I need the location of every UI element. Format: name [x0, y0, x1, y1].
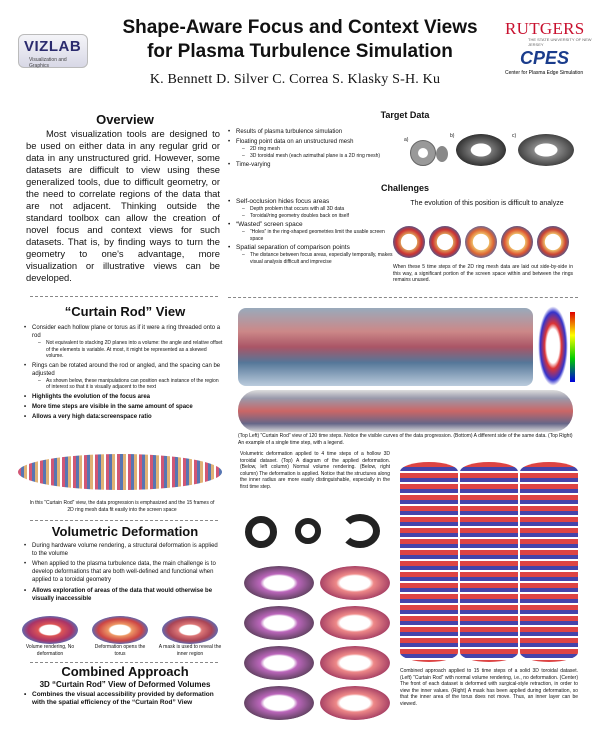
list-item-text: “Wasted” screen space — [236, 221, 303, 228]
target-data-list — [228, 128, 403, 171]
volumetric-deformation-list — [24, 542, 224, 605]
poster-title — [105, 16, 495, 64]
title-line-1: Shape-Aware Focus and Context Views — [122, 17, 478, 38]
challenges-list — [228, 198, 393, 267]
combined-approach-subheading: 3D “Curtain Rod” View of Deformed Volumes — [39, 680, 211, 689]
cpes-logo: CPES — [520, 48, 570, 68]
sub-list-item: – Depth problem that occurs with all 3D data — [242, 206, 393, 213]
list-item — [24, 362, 224, 391]
sub-list-item: – “Holes” in the ring-shaped geometries limit the usable screen space — [242, 229, 393, 242]
list-item — [228, 221, 393, 242]
torus-cutaway-image — [518, 134, 574, 166]
ring-mesh-slice-image — [436, 146, 448, 162]
curtain-rod-figure-caption: In this “Curtain Rod” view, the data progression is emphasized and the 15 frames of 2D ring mesh data fit easily into the screen space — [29, 500, 215, 513]
challenges-heading: Challenges — [380, 183, 429, 193]
rutgers-subtext: THE STATE UNIVERSITY OF NEW JERSEY — [528, 37, 592, 47]
figure-label-c: c) — [512, 133, 517, 139]
overview-text: Most visualization tools are designed to be used on either data in any regular grid or data in any unstructured grid. However, some datasets are difficult to view using these generalized tools, due to difficult geometry, or the need to correlate regions of the data that are not adjacent. Thinking outside the standard toolbox can allow the creation of novel focus and context views for such datasets. That is, by finding ways to turn the geometry to one's advantage, more visualization or illustrative views can be developed. — [26, 128, 220, 283]
sub-list-item: – Toroidal/ring geometry doubles back on itself — [242, 213, 393, 220]
divider — [30, 662, 218, 663]
volume-caption-3: A mask is used to reveal the inner region — [158, 644, 222, 657]
list-item — [228, 198, 393, 219]
list-item-text: Rings can be rotated around the rod or angled, and the spacing can be adjusted — [32, 362, 221, 377]
cpes-subtext: Center for Plasma Edge Simulation — [505, 70, 584, 76]
deformation-diagram-image — [245, 510, 385, 550]
curtain-rod-heading: “Curtain Rod” View — [64, 304, 186, 319]
volumetric-deformation-heading: Volumetric Deformation — [51, 524, 199, 539]
ring-mesh-2d-image — [410, 140, 436, 166]
volume-no-deformation-image — [22, 616, 78, 644]
divider — [30, 296, 218, 297]
volume-deformation-image — [92, 616, 148, 644]
sub-list — [32, 378, 224, 391]
list-item-text: Consider each hollow plane or torus as if it were a ring threaded onto a rod — [32, 325, 221, 339]
volume-caption-1: Volume rendering, No deformation — [25, 644, 75, 657]
target-data-heading: Target Data — [380, 110, 430, 120]
combined-figure-caption: Combined approach applied to 15 time steps of a solid 3D toroidal dataset. (Left) “Curtain Rod” with normal volume rendering, i.e., no deformation. (Center) The front of each dataset is deformed with surgical-style retraction, in order to view the inner values. (Right) A mask has been applied during deformation, so that the inner area of the torus does not move. Thus, an inner layer can be viewed. — [400, 668, 578, 707]
volumetric-figure-caption: Volumetric deformation applied to 4 time steps of a hollow 3D toroidal dataset. (Top) A diagram of the applied deformation. (Below, left column) Normal volume rendering. (Below, right column) The deformation is applied. Notice that the structures along the inner radius are more easily distinguishable, especially in the first time step. — [240, 451, 390, 490]
title-line-2: for Plasma Turbulence Simulation — [147, 41, 453, 62]
list-item: • Highlights the evolution of the focus area — [24, 393, 224, 401]
list-item: • Time-varying — [228, 161, 403, 169]
sub-list-item: – The distance between focus areas, especially temporally, makes visual analysis difficult and imprecise — [242, 252, 393, 265]
vizlab-logo-subtext: Visualization and Graphics — [29, 57, 67, 69]
single-time-step-image — [538, 306, 568, 386]
curtain-rod-top-caption: (Top Left) “Curtain Rod” view of 120 time steps. Notice the visible curves of the data progression. (Bottom) A different side of the same data. (Top Right) An example of a single time step, with a legend. — [238, 433, 573, 446]
challenges-figure-caption: When these 5 time steps of the 2D ring mesh data are laid out side-by-side in this way, a significant portion of the screen space within and between the rings remains unused. — [393, 264, 573, 283]
sub-list-item: – 3D toroidal mesh (each azimuthal plane is a 2D ring mesh) — [242, 153, 403, 160]
list-item — [228, 244, 393, 265]
sub-list-item: – As shown below, these manipulations can position each instance of the region of interest so that it is visually adjacent to the next — [38, 378, 224, 391]
authors: K. Bennett D. Silver C. Correa S. Klasky S-H. Ku — [149, 72, 441, 87]
curtain-rod-list — [24, 324, 224, 423]
list-item-text: Floating point data on an unstructured mesh — [236, 139, 354, 145]
list-item — [228, 138, 403, 159]
volume-mask-image — [162, 616, 218, 644]
volume-caption-2: Deformation opens the torus — [94, 644, 146, 657]
vizlab-logo-text: VIZLAB — [24, 38, 82, 55]
combined-approach-heading: Combined Approach — [61, 664, 189, 679]
combined-approach-image — [400, 462, 578, 662]
list-item: • When applied to the plasma turbulence data, the main challenge is to develop deformations that are both well-defined and functional when applied to a toroidal geometry — [24, 560, 224, 584]
curtain-rod-15-frames-image — [18, 448, 222, 496]
challenges-figure-title: The evolution of this position is difficult to analyze — [410, 200, 564, 207]
vizlab-logo — [18, 34, 88, 68]
sub-list-item: – Not equivalent to stacking 2D planes into a volume: the angle and relative offset of the elements is variable. At most, it might be represented as a skewed volume. — [38, 340, 224, 360]
list-item: • Allows a very high data:screenspace ratio — [24, 413, 224, 421]
list-item: • More time steps are visible in the same amount of space — [24, 403, 224, 411]
five-rings-image — [393, 222, 573, 260]
rutgers-logo: RUTGERS — [505, 19, 585, 38]
sub-list — [32, 340, 224, 360]
list-item — [24, 324, 224, 360]
sub-list-item: – 2D ring mesh — [242, 146, 403, 153]
torus-mesh-image — [456, 134, 506, 166]
curtain-rod-120-steps-image — [238, 308, 533, 386]
deformed-volume-4-steps-image — [240, 556, 395, 726]
list-item: • Results of plasma turbulence simulation — [228, 128, 403, 136]
figure-label-b: b) — [450, 133, 455, 139]
list-item-text: Spatial separation of comparison points — [236, 244, 350, 251]
overview-heading: Overview — [96, 112, 154, 127]
sub-list — [236, 206, 393, 219]
list-item: • Combines the visual accessibility provided by deformation with the spatial efficiency of the “Curtain Rod” View — [24, 691, 224, 707]
list-item: • During hardware volume rendering, a structural deformation is applied to the volume — [24, 542, 224, 558]
combined-approach-list — [24, 691, 224, 709]
sub-list — [236, 252, 393, 265]
sub-list — [236, 229, 393, 242]
list-item-text: Self-occlusion hides focus areas — [236, 198, 330, 205]
sub-list — [236, 146, 403, 159]
legend-bar — [570, 312, 575, 382]
figure-label-a: a) — [404, 137, 409, 143]
divider — [228, 297, 578, 298]
divider — [30, 520, 218, 521]
curtain-rod-other-side-image — [238, 390, 573, 432]
list-item: • Allows exploration of areas of the data that would otherwise be visually inaccessible — [24, 587, 224, 603]
